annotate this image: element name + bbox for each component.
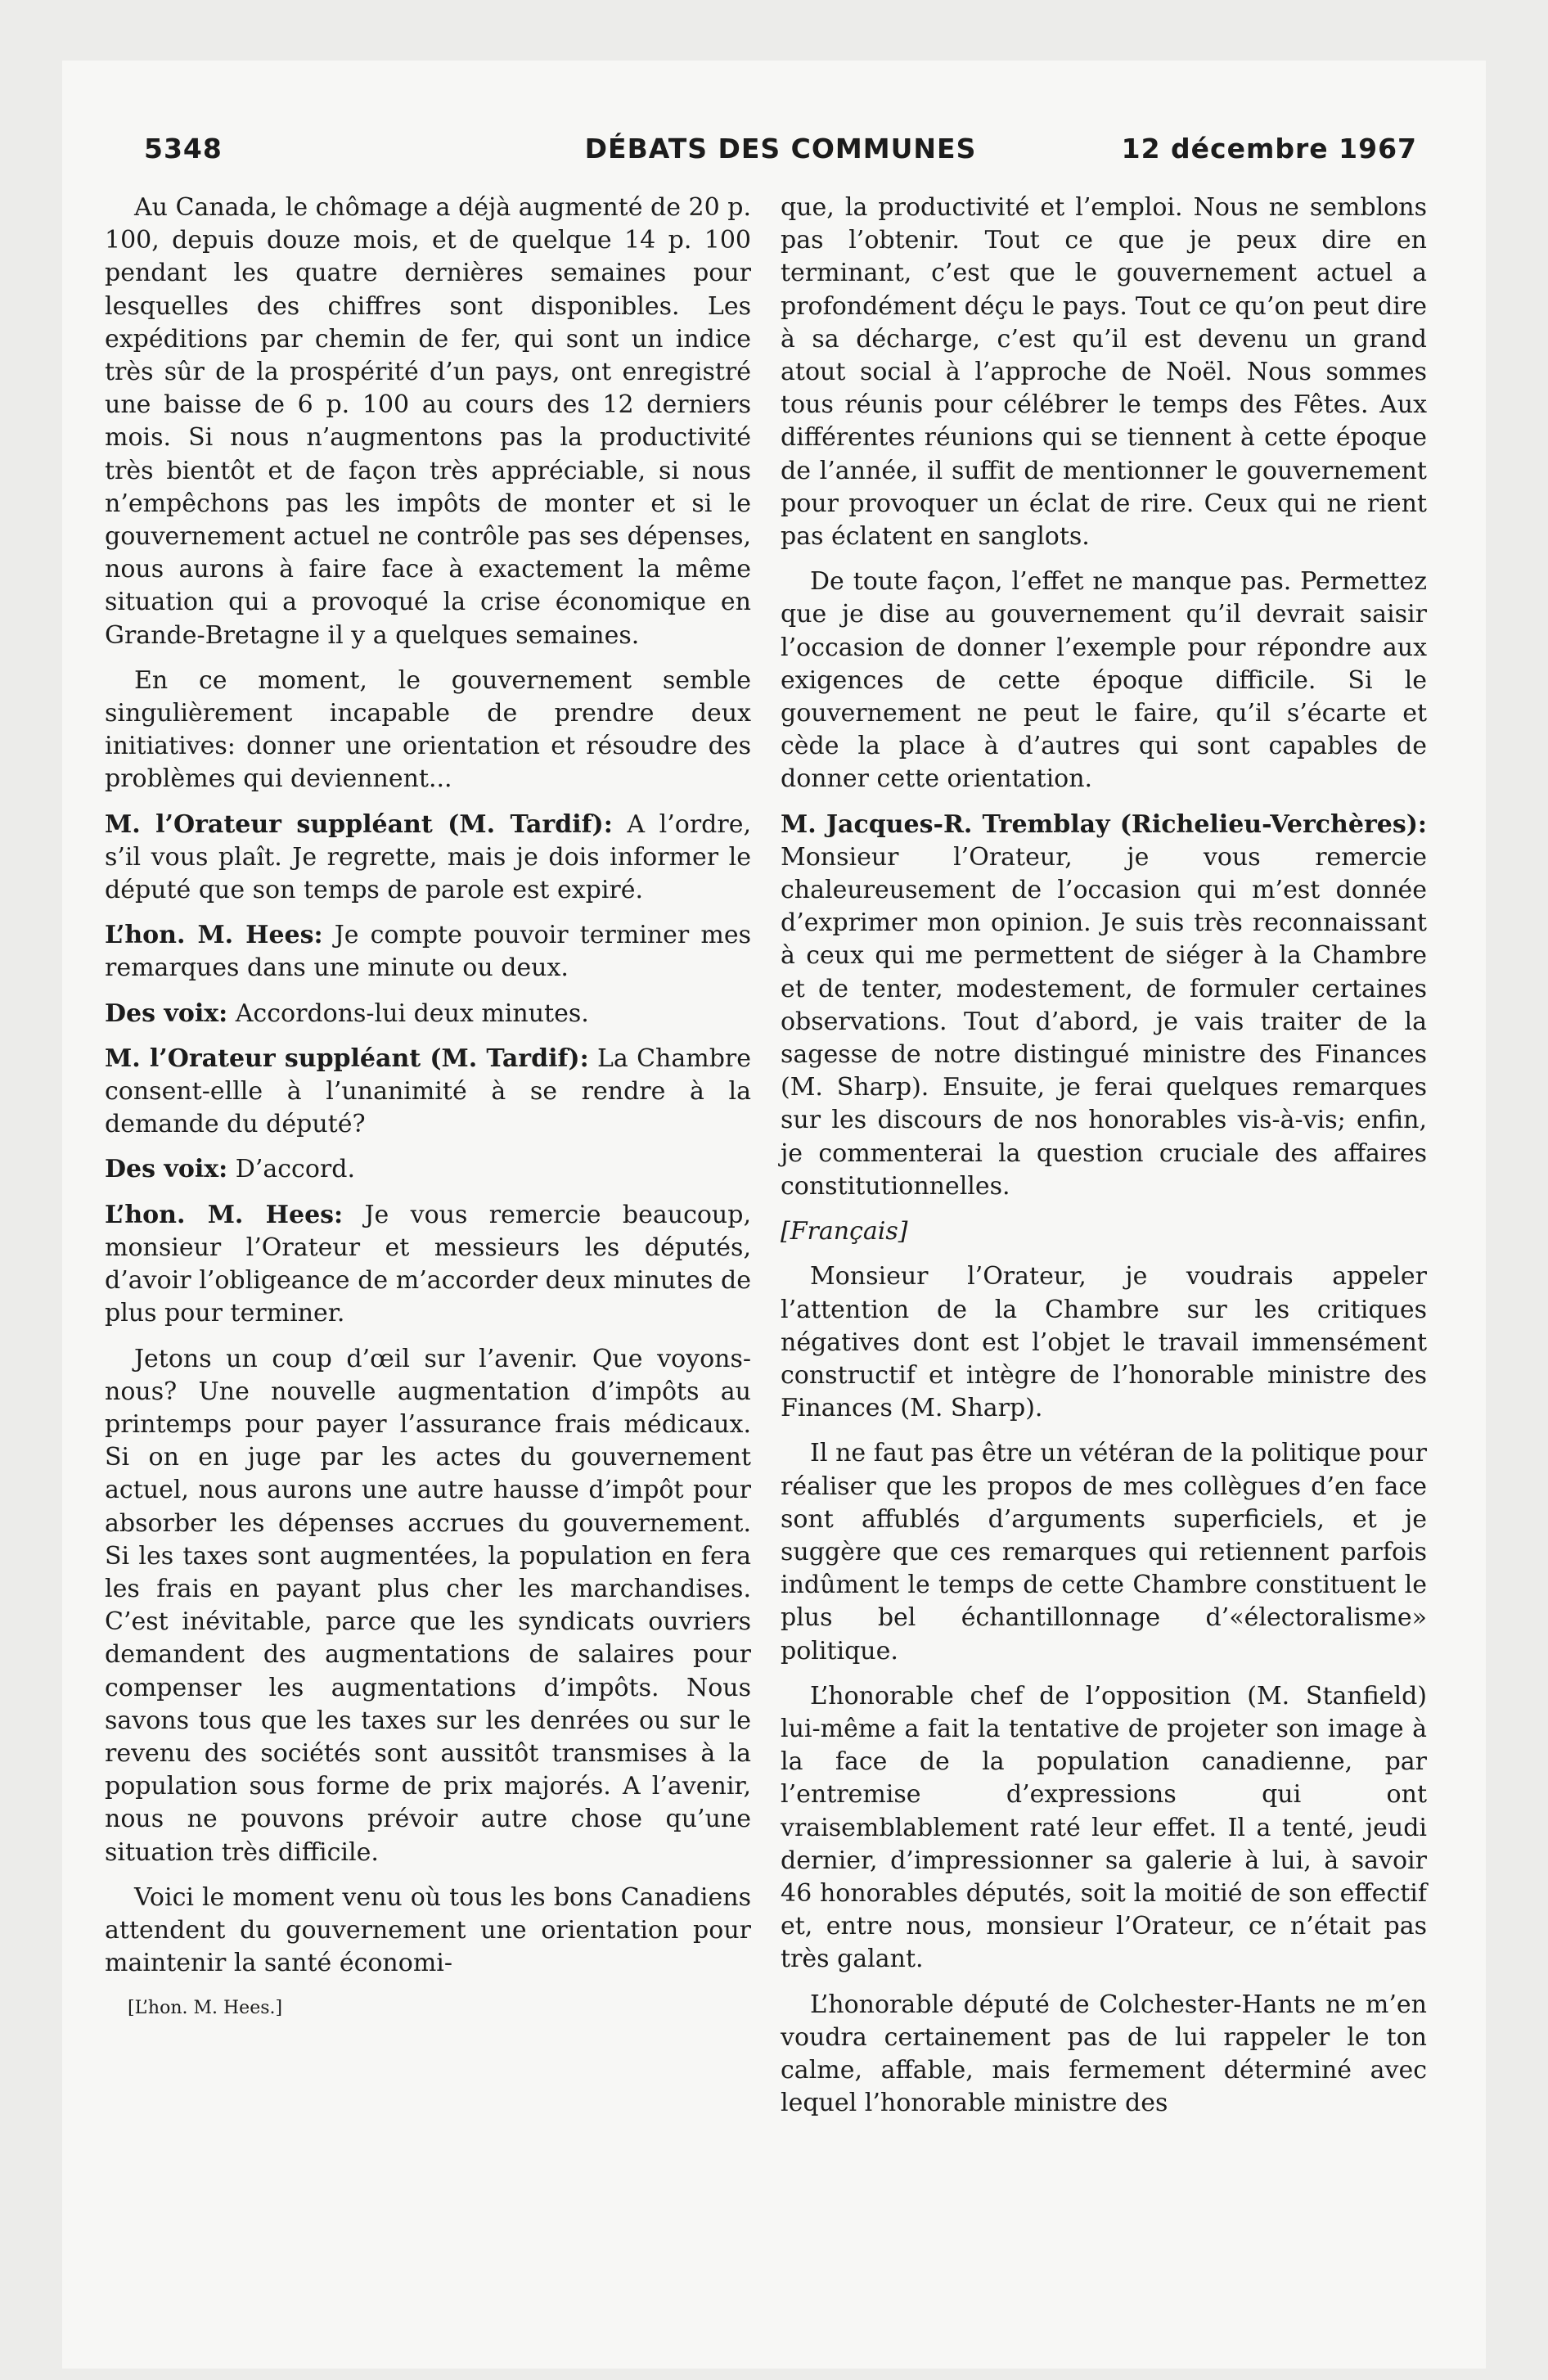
speaker-name: L’hon. M. Hees: [105, 921, 323, 950]
running-head [144, 133, 1417, 182]
speaker-signature: [L’hon. M. Hees.] [128, 1998, 283, 2019]
page-title: DÉBATS DES COMMUNES [584, 133, 977, 165]
page [62, 61, 1486, 2369]
speech-paragraph: Des voix: D’accord. [105, 1155, 355, 1184]
right-column [781, 192, 1427, 2132]
paragraph: Il ne faut pas être un vétéran de la politique pour réaliser que les propos de mes collègues d’en face sont affublés d’arguments superficiels, et je suggère que ces remarques qui retiennent parfois indûment le temps de cette Chambre constituent le plus bel échantillonnage d’«électoralisme» politique. [781, 1439, 1427, 1666]
speaker-name: Des voix: [105, 1155, 228, 1184]
speaker-name: L’hon. M. Hees: [105, 1200, 344, 1229]
paragraph: L’honorable chef de l’opposition (M. Stanfield) lui-même a fait la tentative de projeter son image à la face de la population canadienne, par l’entremise d’expressions qui ont vraisemblablement raté leur effet. Il a tenté, jeudi dernier, d’impressionner sa galerie à lui, à savoir 46 honorables députés, soit la moitié de son effectif et, entre nous, monsieur l’Orateur, ce n’était pas très galant. [781, 1681, 1427, 1974]
speaker-name: M. l’Orateur suppléant (M. Tardif): [105, 1044, 589, 1073]
paragraph: L’honorable député de Colchester-Hants ne m’en voudra certainement pas de lui rappeler le ton calme, affable, mais fermement déterminé avec lequel l’honorable ministre des [781, 1990, 1427, 2118]
paragraph: Jetons un coup d’œil sur l’avenir. Que voyons-nous? Une nouvelle augmentation d’impôts au printemps pour payer l’assurance frais médicaux. Si on en juge par les actes du gouvernement actuel, nous aurons une autre hausse d’impôt pour absorber les dépenses accrues du gouvernement. Si les taxes sont augmentées, la population en fera les frais en payant plus cher les marchandises. C’est inévitable, parce que les syndicats ouvriers demandent des augmentations de salaires pour compenser les augmentations d’impôts. Nous savons tous que les taxes sur les denrées ou sur le revenu des sociétés sont aussitôt transmises à la population sous forme de prix majorés. A l’avenir, nous ne pouvons prévoir autre chose qu’une situation très difficile. [105, 1344, 751, 1867]
speech-paragraph: M. Jacques-R. Tremblay (Richelieu-Verchères): Monsieur l’Orateur, je vous remercie chaleureusement de l’occasion qui m’est donnée d’exprimer mon opinion. Je suis très reconnaissant à ceux qui me permettent de siéger à la Chambre et de tenter, modestement, de formuler certaines observations. Tout d’abord, je vais traiter de la sagesse de notre distingué ministre des Finances (M. Sharp). Ensuite, je ferai quelques remarques sur les discours de nos honorables vis-à-vis; enfin, je commenterai la question cruciale des affaires constitutionnelles. [781, 809, 1427, 1201]
paragraph: En ce moment, le gouvernement semble singulièrement incapable de prendre deux initiatives: donner une orientation et résoudre des problèmes qui deviennent... [105, 665, 751, 794]
speaker-name: M. l’Orateur suppléant (M. Tardif): [105, 809, 613, 839]
paragraph: Voici le moment venu où tous les bons Canadiens attendent du gouvernement une orientation pour maintenir la santé économi- [105, 1882, 751, 1978]
paragraph: Monsieur l’Orateur, je voudrais appeler l’attention de la Chambre sur les critiques négatives dont est l’objet le travail immensément constructif et intègre de l’honorable ministre des Finances (M. Sharp). [781, 1262, 1427, 1423]
page-number: 5348 [144, 133, 223, 165]
speech-paragraph: M. l’Orateur suppléant (M. Tardif): A l’ordre, s’il vous plaît. Je regrette, mais je dois informer le député que son temps de parole est expiré. [105, 809, 752, 905]
speech-paragraph: L’hon. M. Hees: Je compte pouvoir terminer mes remarques dans une minute ou deux. [105, 921, 751, 983]
speech-paragraph: Des voix: Accordons-lui deux minutes. [105, 998, 589, 1028]
speaker-name: M. Jacques-R. Tremblay (Richelieu-Verchères): [781, 809, 1427, 839]
language-tag: [Français] [781, 1217, 908, 1246]
speech-paragraph: L’hon. M. Hees: Je vous remercie beaucoup, monsieur l’Orateur et messieurs les députés, d’avoir l’obligeance de m’accorder deux minutes de plus pour terminer. [105, 1200, 751, 1328]
speaker-name: Des voix: [105, 998, 228, 1028]
left-column [105, 192, 751, 2038]
speech-paragraph: M. l’Orateur suppléant (M. Tardif): La Chambre consent-ellle à l’unanimité à se rendre à la demande du député? [105, 1044, 751, 1139]
page-date: 12 décembre 1967 [1121, 133, 1417, 165]
paragraph: que, la productivité et l’emploi. Nous ne semblons pas l’obtenir. Tout ce que je peux dire en terminant, c’est que le gouvernement actuel a profondément déçu le pays. Tout ce qu’on peut dire à sa décharge, c’est qu’il est devenu un grand atout social à l’approche de Noël. Nous sommes tous réunis pour célébrer le temps des Fêtes. Aux différentes réunions qui se tiennent à cette époque de l’année, il suffit de mentionner le gouvernement pour provoquer un éclat de rire. Ceux qui ne rient pas éclatent en sanglots. [781, 193, 1427, 552]
paragraph: Au Canada, le chômage a déjà augmenté de 20 p. 100, depuis douze mois, et de quelque 14 p. 100 pendant les quatre dernières semaines pour lesquelles des chiffres sont disponibles. Les expéditions par chemin de fer, qui sont un indice très sûr de la prospérité d’un pays, ont enregistré une baisse de 6 p. 100 au cours des 12 derniers mois. Si nous n’augmentons pas la productivité très bientôt et de façon très appréciable, si nous n’empêchons pas les impôts de monter et si le gouvernement actuel ne contrôle pas ses dépenses, nous aurons à faire face à exactement la même situation qui a provoqué la crise économique en Grande-Bretagne il y a quelques semaines. [105, 193, 751, 650]
paragraph: De toute façon, l’effet ne manque pas. Permettez que je dise au gouvernement qu’il devrait saisir l’occasion de donner l’exemple pour répondre aux exigences de cette époque difficile. Si le gouvernement ne peut le faire, qu’il s’écarte et cède la place à d’autres qui sont capables de donner cette orientation. [781, 567, 1427, 794]
